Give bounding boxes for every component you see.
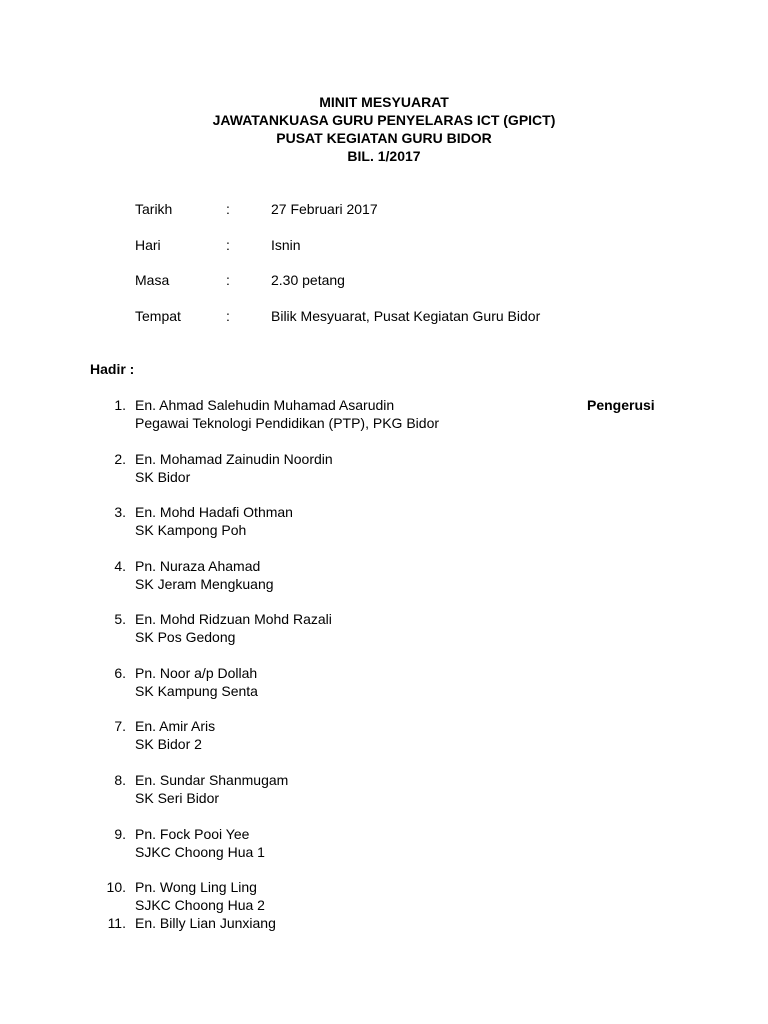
info-label: Tarikh	[135, 201, 173, 217]
attendee-name: En. Mohamad Zainudin Noordin	[135, 451, 333, 467]
info-colon: :	[226, 201, 230, 217]
info-colon: :	[226, 308, 230, 324]
attendee-role: Pengerusi	[587, 397, 655, 413]
info-row-tempat	[0, 307, 768, 325]
attendee-name: Pn. Wong Ling Ling	[135, 879, 257, 895]
title-line-4: BIL. 1/2017	[347, 148, 421, 164]
attendee-name: En. Billy Lian Junxiang	[135, 915, 276, 931]
attendee-name: En. Mohd Hadafi Othman	[135, 504, 293, 520]
document-title	[0, 93, 768, 165]
info-row-masa	[0, 271, 768, 289]
attendee-number: 6.	[114, 665, 126, 681]
attendee-number: 2.	[114, 451, 126, 467]
attendee-name: Pn. Noor a/p Dollah	[135, 665, 258, 681]
attendee-number: 9.	[114, 826, 126, 842]
attendee-school: SK Bidor	[135, 469, 191, 485]
attendee-school: SK Pos Gedong	[135, 629, 236, 645]
attendee-name: Pn. Nuraza Ahamad	[135, 558, 261, 574]
info-label: Masa	[135, 272, 170, 288]
title-line-3: PUSAT KEGIATAN GURU BIDOR	[276, 130, 492, 146]
info-colon: :	[226, 237, 230, 253]
attendee-school: Pegawai Teknologi Pendidikan (PTP), PKG Bidor	[135, 415, 440, 431]
info-label: Hari	[135, 237, 161, 253]
attendee-name: En. Mohd Ridzuan Mohd Razali	[135, 611, 332, 627]
attendee-number: 7.	[114, 718, 126, 734]
attendee-school: SK Kampong Poh	[135, 522, 247, 538]
title-line-2: JAWATANKUASA GURU PENYELARAS ICT (GPICT)	[212, 112, 556, 128]
attendee-name: En. Ahmad Salehudin Muhamad Asarudin	[135, 397, 395, 413]
attendee-number: 3.	[114, 504, 126, 520]
attendee-number: 11.	[107, 915, 126, 931]
attendee-name: En. Amir Aris	[135, 718, 216, 734]
attendee-number: 4.	[114, 558, 126, 574]
attendee-school: SJKC Choong Hua 1	[135, 844, 265, 860]
info-value: Isnin	[271, 237, 301, 253]
attendee-school: SK Kampung Senta	[135, 683, 258, 699]
attendee-number: 1.	[114, 397, 126, 413]
attendee-school: SK Jeram Mengkuang	[135, 576, 274, 592]
attendance-heading: Hadir :	[90, 361, 135, 377]
attendee-school: SK Seri Bidor	[135, 790, 220, 806]
title-line-1: MINIT MESYUARAT	[319, 94, 449, 110]
attendee-school: SK Bidor 2	[135, 736, 202, 752]
attendee-number: 8.	[114, 772, 126, 788]
info-value: Bilik Mesyuarat, Pusat Kegiatan Guru Bidor	[271, 308, 541, 324]
attendee-number: 10.	[106, 879, 126, 895]
attendee-name: En. Sundar Shanmugam	[135, 772, 289, 788]
attendee-name: Pn. Fock Pooi Yee	[135, 826, 250, 842]
info-colon: :	[226, 272, 230, 288]
attendee-school: SJKC Choong Hua 2	[135, 897, 265, 913]
info-value: 2.30 petang	[271, 272, 345, 288]
info-row-tarikh	[0, 200, 768, 218]
info-row-hari	[0, 236, 768, 254]
info-label: Tempat	[135, 308, 181, 324]
attendee-number: 5.	[114, 611, 126, 627]
info-value: 27 Februari 2017	[271, 201, 378, 217]
